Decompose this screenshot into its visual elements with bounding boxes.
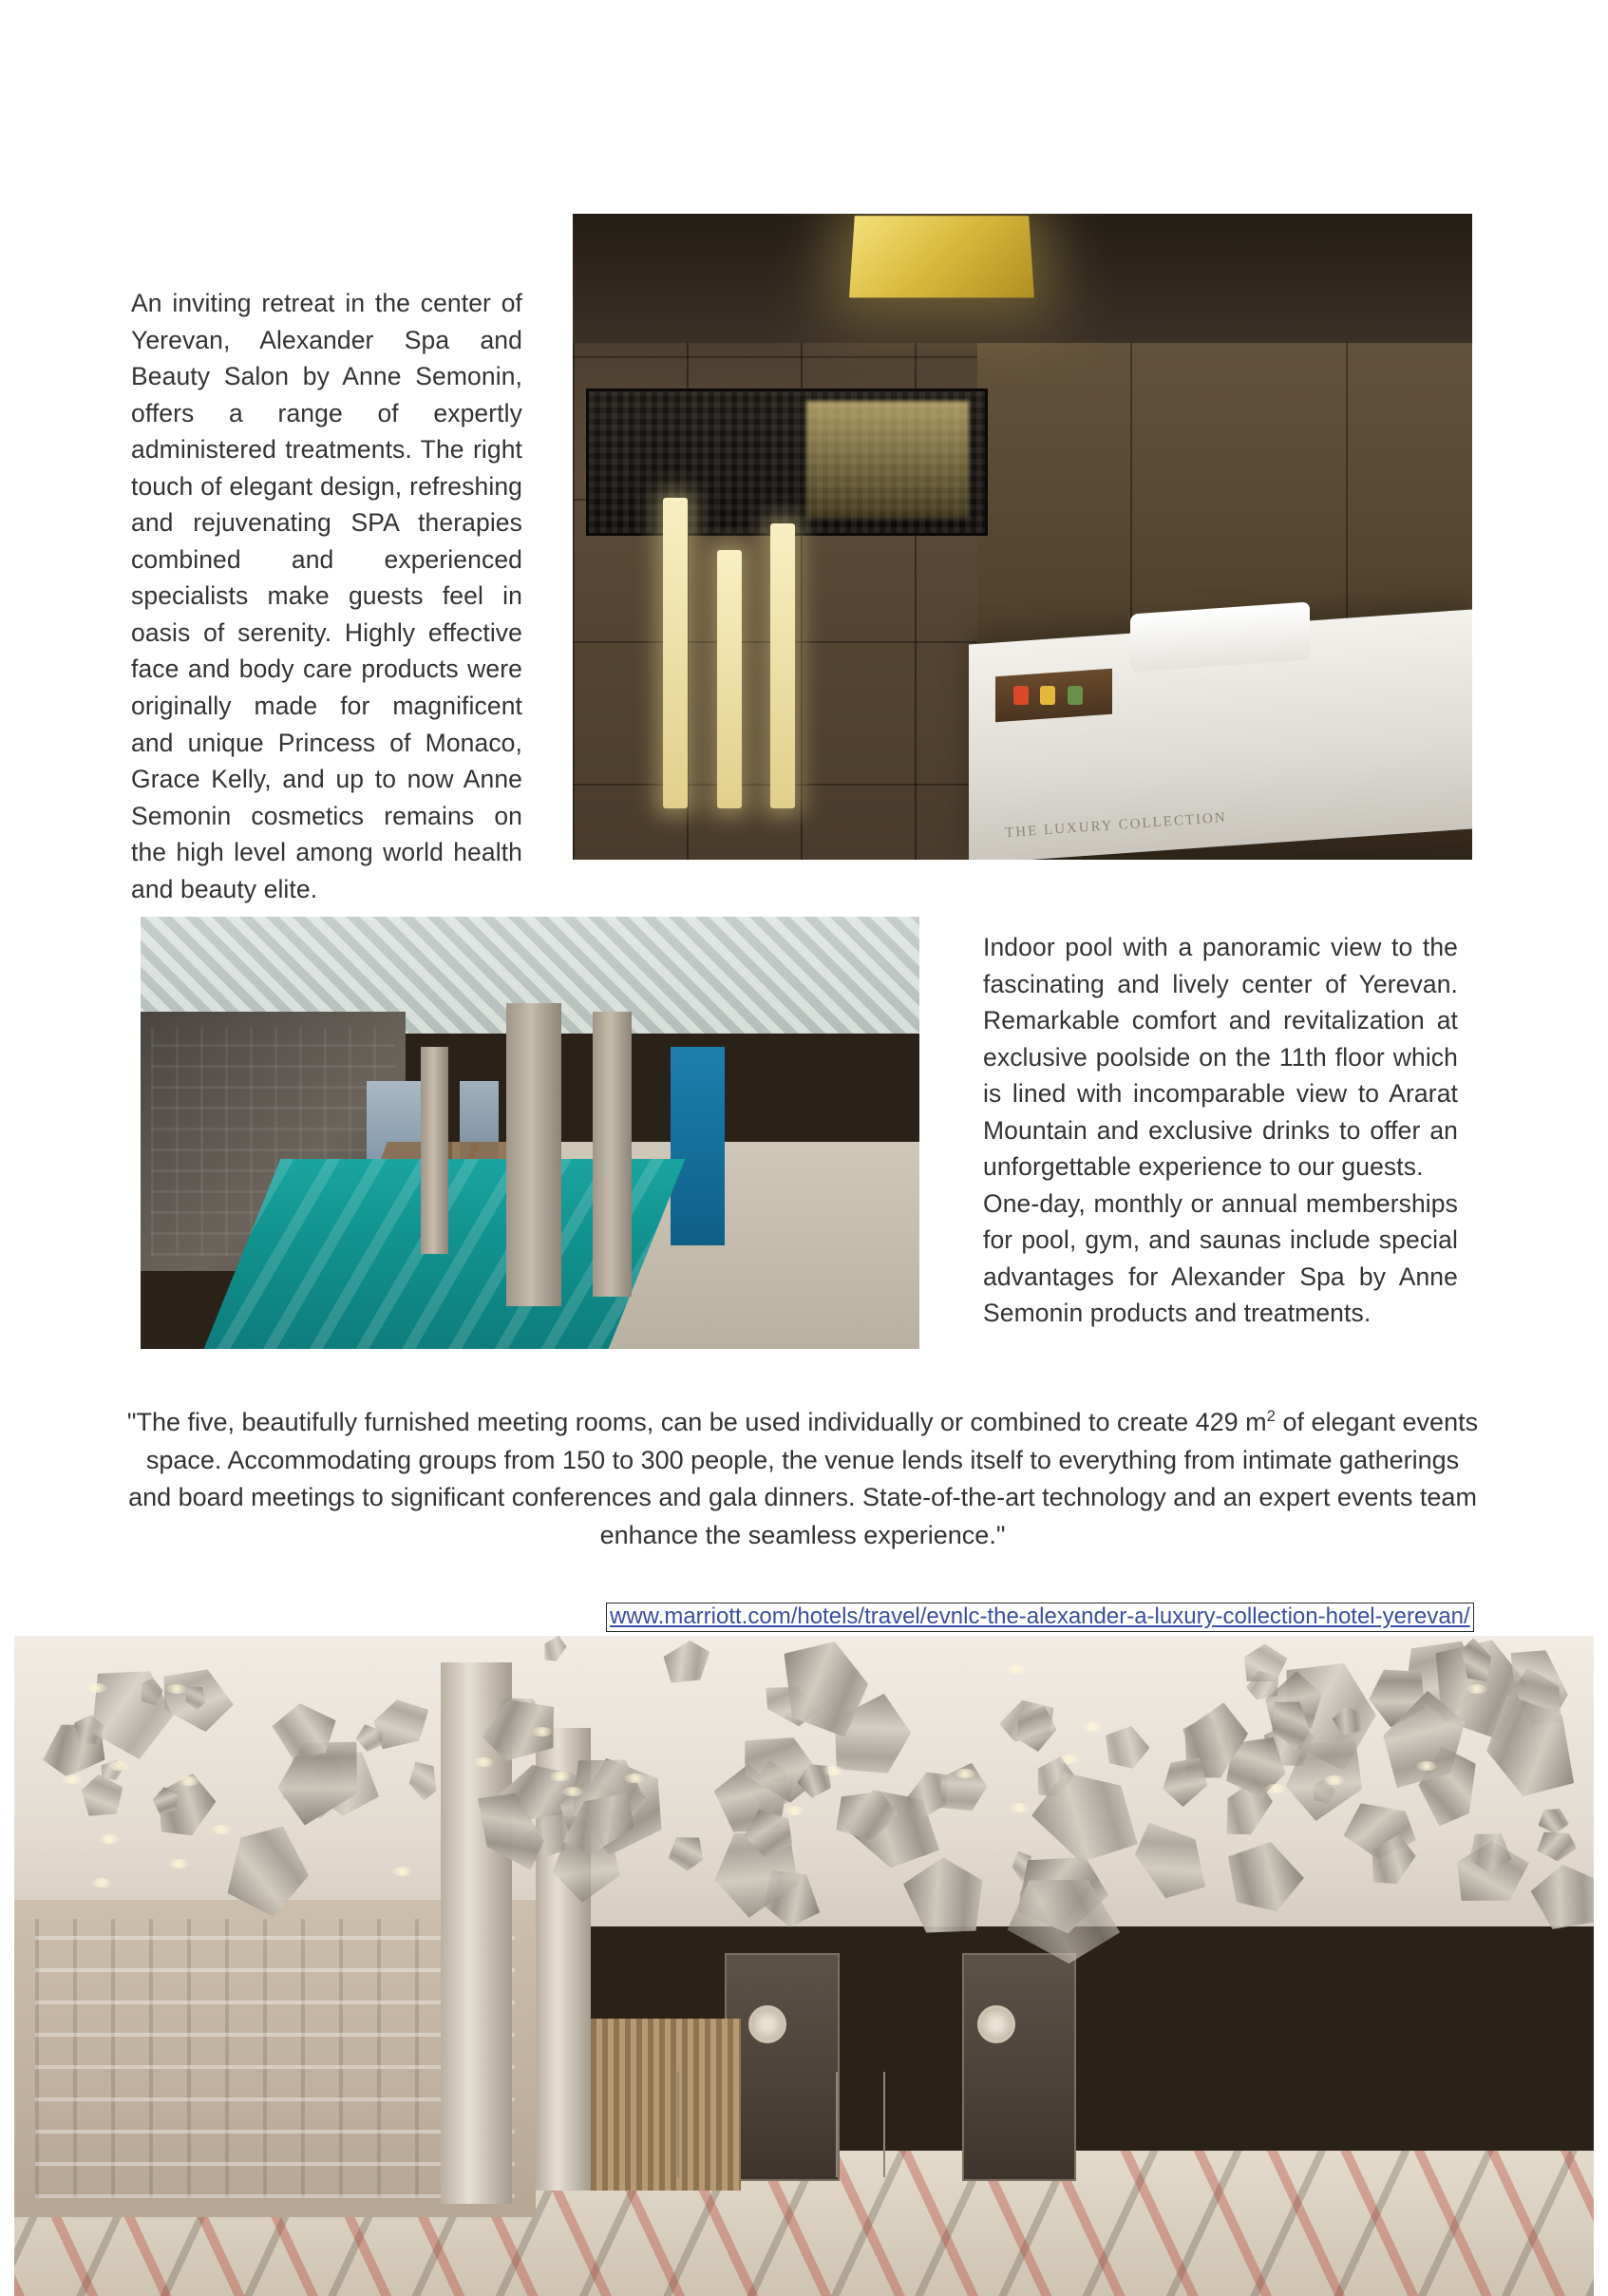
spa-niche-glow <box>806 401 968 517</box>
meeting-rooms-quote <box>123 1404 1482 1555</box>
ceiling-downlight <box>1082 1722 1103 1732</box>
spa-description-paragraph: An inviting retreat in the center of Yerevan, Alexander Spa and Beauty Salon by Anne Semonin, offers a range of expertly administered treatments. The right touch of elegant design, refreshing and rejuvenating SPA therapies combined and experienced specialists make guests feel in oasis of serenity. Highly effective face and body care products were originally made for magnificent and unique Princess of Monaco, Grace Kelly, and up to now Anne Semonin cosmetics remains on the high level among world health and beauty elite. <box>131 289 522 903</box>
spa-tray-item <box>1040 686 1055 705</box>
pool-blue-tile-panel <box>671 1047 725 1245</box>
pool-description-block <box>983 929 1458 1332</box>
pool-column <box>506 1003 560 1306</box>
pool-column <box>593 1012 632 1297</box>
ceiling-downlight <box>391 1867 412 1876</box>
ceiling-downlight <box>1009 1803 1030 1812</box>
ballroom-door <box>962 1953 1076 2181</box>
pool-column <box>421 1047 448 1254</box>
ceiling-downlight <box>86 1683 107 1693</box>
indoor-pool-photo <box>141 917 919 1349</box>
quote-text-part-2: of elegant events space. Accommodating groups from 150 to 300 people, the venue lends itself to everything from intimate gatherings and board meetings to significant conferences and gala dinners. State-of-the-art technology and an expert events team enhance the seamless experience." <box>128 1408 1479 1550</box>
ballroom-cocktail-table <box>677 2072 679 2177</box>
luxury-collection-towel-logo: THE LUXURY COLLECTION <box>1004 809 1227 841</box>
ballroom-cocktail-table <box>883 2072 885 2177</box>
ceiling-downlight <box>562 1787 583 1796</box>
spa-candle <box>770 523 795 807</box>
ceiling-downlight <box>624 1774 645 1783</box>
spa-candle <box>717 550 742 808</box>
ceiling-downlight <box>99 1834 120 1844</box>
ceiling-downlight <box>62 1774 83 1784</box>
quote-text-part-1: "The five, beautifully furnished meeting rooms, can be used individually or combined to create 429 m <box>126 1408 1267 1436</box>
ceiling-downlight <box>1416 1761 1437 1771</box>
spa-tray-item <box>1013 686 1029 705</box>
ballroom-cocktail-table <box>836 2072 838 2177</box>
hotel-url-link[interactable]: www.marriott.com/hotels/travel/evnlc-the-alexander-a-luxury-collection-hotel-yerevan/ <box>610 1603 1470 1629</box>
ceiling-downlight <box>211 1825 232 1834</box>
ballroom-event-space-photo <box>14 1636 1594 2296</box>
pool-description-paragraph-2: One-day, monthly or annual memberships for pool, gym, and saunas include special advantages for Alexander Spa by Anne Semonin products and treatments. <box>983 1188 1458 1328</box>
quote-square-meter-exponent: 2 <box>1266 1407 1276 1425</box>
spa-candle <box>663 498 688 807</box>
ceiling-downlight <box>179 1776 199 1786</box>
ceiling-downlight <box>955 1769 975 1778</box>
ballroom-door <box>725 1953 839 2181</box>
ceiling-downlight <box>473 1757 494 1767</box>
hotel-url-link-box[interactable] <box>606 1603 1474 1632</box>
pool-description-paragraph-1: Indoor pool with a panoramic view to the fascinating and lively center of Yerevan. Remarkable comfort and revitalization at exclusive poolside on the 11th floor which is lined with incomparable view to Ararat Mountain and exclusive drinks to offer an unforgettable experience to our guests. <box>983 933 1458 1182</box>
spa-ceiling-light <box>849 216 1034 298</box>
spa-tray-item <box>1068 686 1083 705</box>
spa-treatment-room-photo <box>573 214 1472 860</box>
